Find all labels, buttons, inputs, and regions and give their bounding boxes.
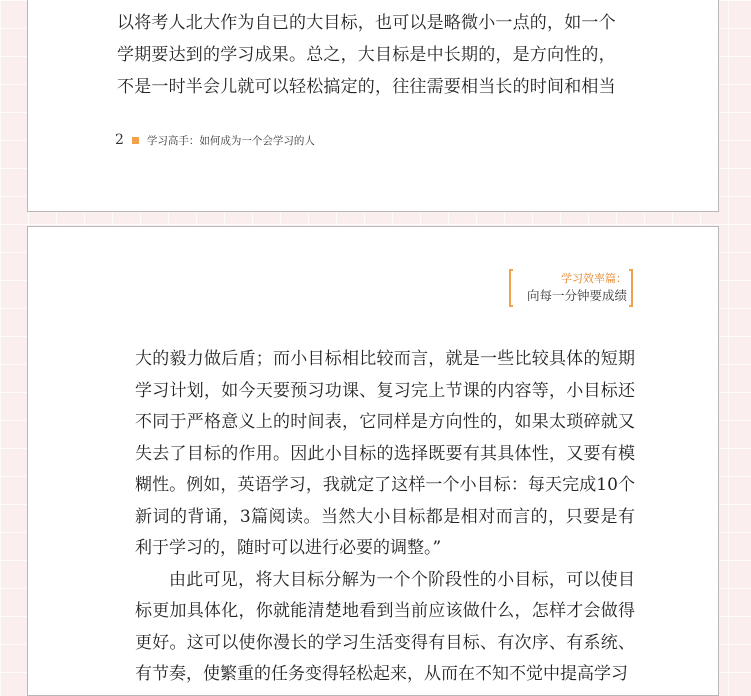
body-text bbox=[135, 344, 635, 691]
text-line: 不是一时半会儿就可以轻松搞定的，往往需要相当长的时间和相当 bbox=[117, 77, 616, 97]
chapter-badge bbox=[509, 269, 633, 309]
square-bullet-icon bbox=[132, 137, 139, 144]
chapter-subtitle: 向每一分钟要成绩 bbox=[526, 288, 627, 303]
paragraph: 大的毅力做后盾；而小目标相比较而言，就是一些比较具体的短期学习计划，如今天要预习功课、复习完上节课的内容等，小目标还不同于严格意义上的时间表，它同样是方向性的，如果太琐碎就又失去了目标的作用。因此小目标的选择既要有其具体性，又要有模糊性。例如，英语学习，我就定了这样一个小目标：每天完成10个新词的背诵，3篇阅读。当然大小目标都是相对而言的，只要是有利于学习的，随时可以进行必要的调整。” bbox=[135, 349, 635, 558]
book-title: 学习高手：如何成为一个会学习的人 bbox=[146, 134, 315, 147]
text-line: 学期要达到的学习成果。总之，大目标是中长期的，是方向性的， bbox=[117, 45, 616, 65]
previous-page-text bbox=[117, 7, 637, 103]
chapter-title: 学习效率篇： bbox=[561, 272, 627, 285]
text-line: 以将考人北大作为自已的大目标，也可以是略微小一点的，如一个 bbox=[117, 13, 616, 33]
current-page bbox=[27, 226, 719, 696]
previous-page bbox=[27, 0, 719, 212]
bracket-right-icon bbox=[629, 269, 633, 307]
page-number: 2 bbox=[115, 132, 124, 148]
bracket-left-icon bbox=[509, 269, 513, 307]
page-footer bbox=[115, 132, 315, 148]
paragraph: 由此可见，将大目标分解为一个个阶段性的小目标，可以使目标更加具体化，你就能清楚地看到当前应该做什么，怎样才会做得更好。这可以使你漫长的学习生活变得有目标、有次序、有系统、有节奏，使繁重的任务变得轻松起来，从而在不知不觉中提高学习 bbox=[135, 569, 635, 684]
